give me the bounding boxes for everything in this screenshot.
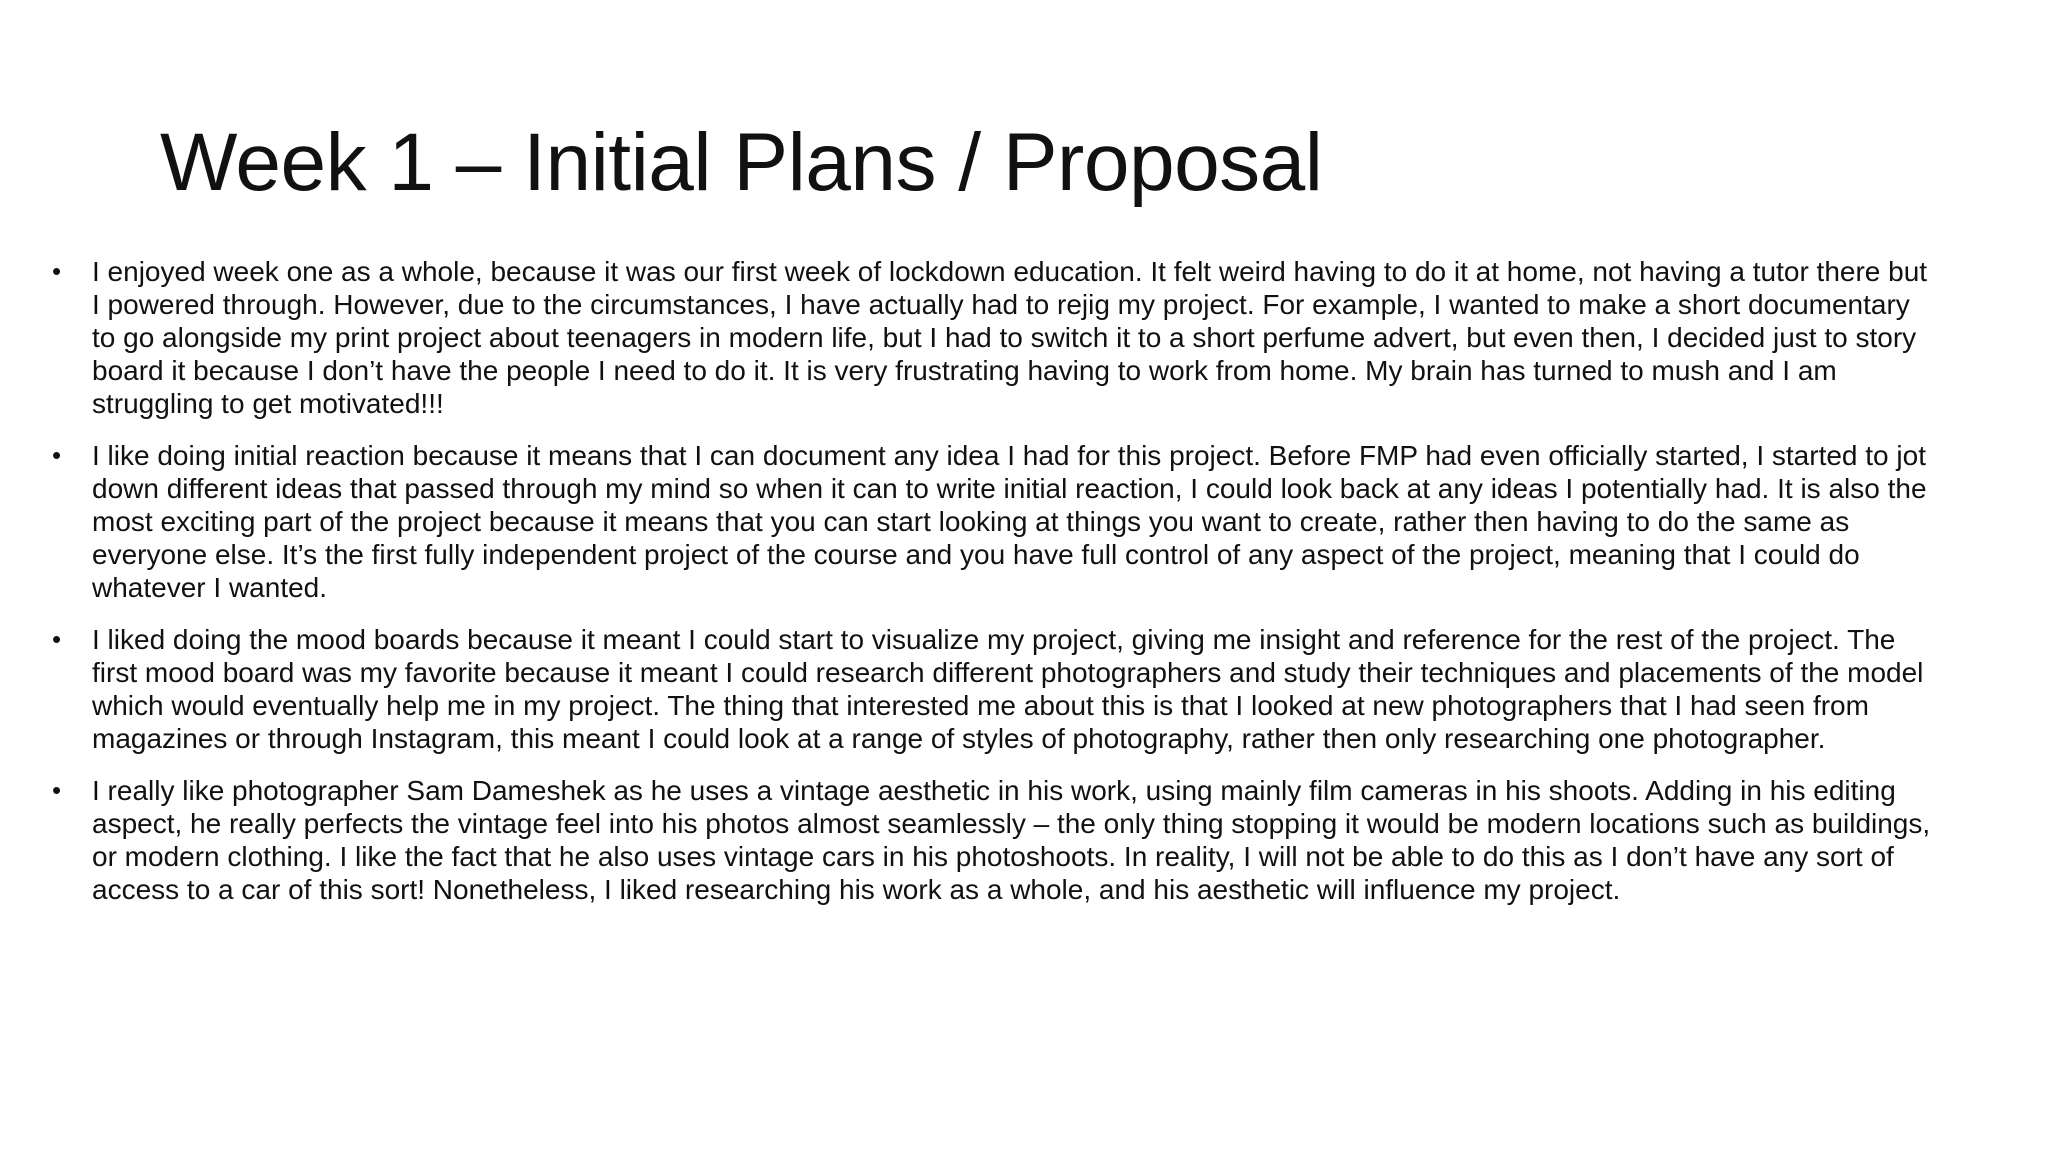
slide-title: Week 1 – Initial Plans / Proposal — [160, 117, 1323, 208]
bullet-item — [50, 439, 1940, 604]
bullet-text: I like doing initial reaction because it means that I can document any idea I had for this project. Before FMP had even officially started, I started to jot down different ideas that passed through my mind so when it can to write initial reaction, I could look back at any ideas I potentially had. It is also the most exciting part of the project because it means that you can start looking at things you want to create, rather then having to do the same as everyone else. It’s the first fully independent project of the course and you have full control of any aspect of the project, meaning that I could do whatever I wanted. — [92, 440, 1927, 603]
bullet-text: I liked doing the mood boards because it meant I could start to visualize my project, giving me insight and reference for the rest of the project. The first mood board was my favorite because it meant I could research different photographers and study their techniques and placements of the model which would eventually help me in my project. The thing that interested me about this is that I looked at new photographers that I had seen from magazines or through Instagram, this meant I could look at a range of styles of photography, rather then only researching one photographer. — [92, 624, 1924, 754]
bullet-list — [50, 255, 1940, 925]
bullet-point-icon: • — [52, 624, 62, 654]
bullet-point-icon: • — [52, 775, 62, 805]
bullet-item — [50, 623, 1940, 755]
bullet-text: I enjoyed week one as a whole, because it was our first week of lockdown education. It felt weird having to do it at home, not having a tutor there but I powered through. However, due to the circumstances, I have actually had to rejig my project. For example, I wanted to make a short documentary to go alongside my print project about teenagers in modern life, but I had to switch it to a short perfume advert, but even then, I decided just to story board it because I don’t have the people I need to do it. It is very frustrating having to work from home. My brain has turned to mush and I am struggling to get motivated!!! — [92, 256, 1928, 419]
bullet-item — [50, 774, 1940, 906]
bullet-text: I really like photographer Sam Dameshek as he uses a vintage aesthetic in his work, using mainly film cameras in his shoots. Adding in his editing aspect, he really perfects the vintage feel into his photos almost seamlessly – the only thing stopping it would be modern locations such as buildings, or modern clothing. I like the fact that he also uses vintage cars in his photoshoots. In reality, I will not be able to do this as I don’t have any sort of access to a car of this sort! Nonetheless, I liked researching his work as a whole, and his aesthetic will influence my project. — [92, 775, 1931, 905]
bullet-item — [50, 255, 1940, 420]
bullet-point-icon: • — [52, 440, 62, 470]
bullet-point-icon: • — [52, 256, 62, 286]
